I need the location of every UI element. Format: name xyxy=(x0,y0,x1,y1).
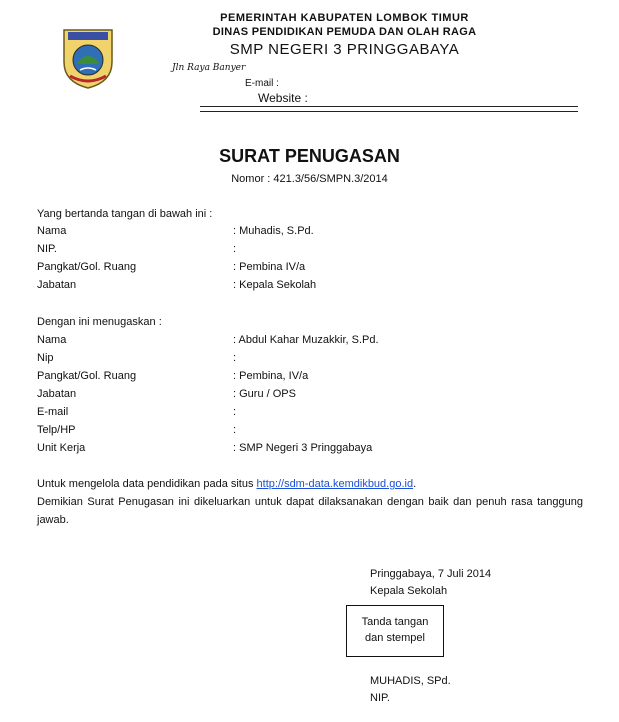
purpose-suffix: . xyxy=(413,478,417,490)
signature-stamp-box xyxy=(346,605,444,657)
purpose-text: Untuk mengelola data pendidikan pada situs xyxy=(37,478,257,490)
signer-value: : Pembina IV/a xyxy=(233,261,306,273)
stamp-line: dan stempel xyxy=(365,632,425,644)
letterhead-address: Jln Raya Banyer xyxy=(172,63,246,73)
signer-label: NIP. xyxy=(37,243,57,255)
assignee-label: Pangkat/Gol. Ruang xyxy=(37,370,137,382)
signer-label: Jabatan xyxy=(37,279,77,291)
assignee-value: : xyxy=(233,406,237,418)
signer-position: Kepala Sekolah xyxy=(370,585,448,597)
assignee-label: Nama xyxy=(37,334,67,346)
assignee-label: E-mail xyxy=(37,406,69,418)
assignee-value: : Abdul Kahar Muzakkir, S.Pd. xyxy=(233,334,379,346)
letterhead-divider-thick xyxy=(200,106,578,107)
signer-label: Pangkat/Gol. Ruang xyxy=(37,261,137,273)
assignee-label: Telp/HP xyxy=(37,424,76,436)
signer-value: : Muhadis, S.Pd. xyxy=(233,225,314,237)
signer-nip: NIP. xyxy=(370,692,390,704)
assignee-label: Nip xyxy=(37,352,54,364)
signer-label: Nama xyxy=(37,225,67,237)
assignee-value: : Guru / OPS xyxy=(233,388,296,400)
signer-name: MUHADIS, SPd. xyxy=(370,675,451,687)
assignee-value: : SMP Negeri 3 Pringgabaya xyxy=(233,442,373,454)
letterhead-department: DINAS PENDIDIKAN PEMUDA DAN OLAH RAGA xyxy=(212,26,477,38)
letterhead-school-name: SMP NEGERI 3 PRINGGABAYA xyxy=(229,41,460,58)
letterhead-government: PEMERINTAH KABUPATEN LOMBOK TIMUR xyxy=(220,12,469,24)
letterhead-divider-thin xyxy=(200,111,578,112)
signer-value: : xyxy=(233,243,237,255)
body-paragraph-purpose xyxy=(37,475,583,493)
assignee-label: Unit Kerja xyxy=(37,442,86,454)
document-title: SURAT PENUGASAN xyxy=(219,146,400,166)
signer-value: : Kepala Sekolah xyxy=(233,279,317,291)
intro-signer: Yang bertanda tangan di bawah ini : xyxy=(37,208,213,220)
intro-assignee: Dengan ini menugaskan : xyxy=(37,316,162,328)
assignee-value: : xyxy=(233,352,237,364)
letterhead-email-label: E-mail : xyxy=(245,78,279,89)
assignee-label: Jabatan xyxy=(37,388,77,400)
sdm-data-link[interactable]: http://sdm-data.kemdikbud.go.id xyxy=(256,478,414,490)
letterhead-website-label: Website : xyxy=(258,91,308,105)
assignee-value: : Pembina, IV/a xyxy=(233,370,309,382)
place-date: Pringgabaya, 7 Juli 2014 xyxy=(370,568,492,580)
body-paragraph-closing: Demikian Surat Penugasan ini dikeluarkan untuk dapat dilaksanakan dengan baik dan penuh rasa tanggung jawab. xyxy=(37,496,583,526)
assignee-value: : xyxy=(233,424,237,436)
document-number: Nomor : 421.3/56/SMPN.3/2014 xyxy=(231,173,388,185)
stamp-line: Tanda tangan xyxy=(361,616,429,628)
